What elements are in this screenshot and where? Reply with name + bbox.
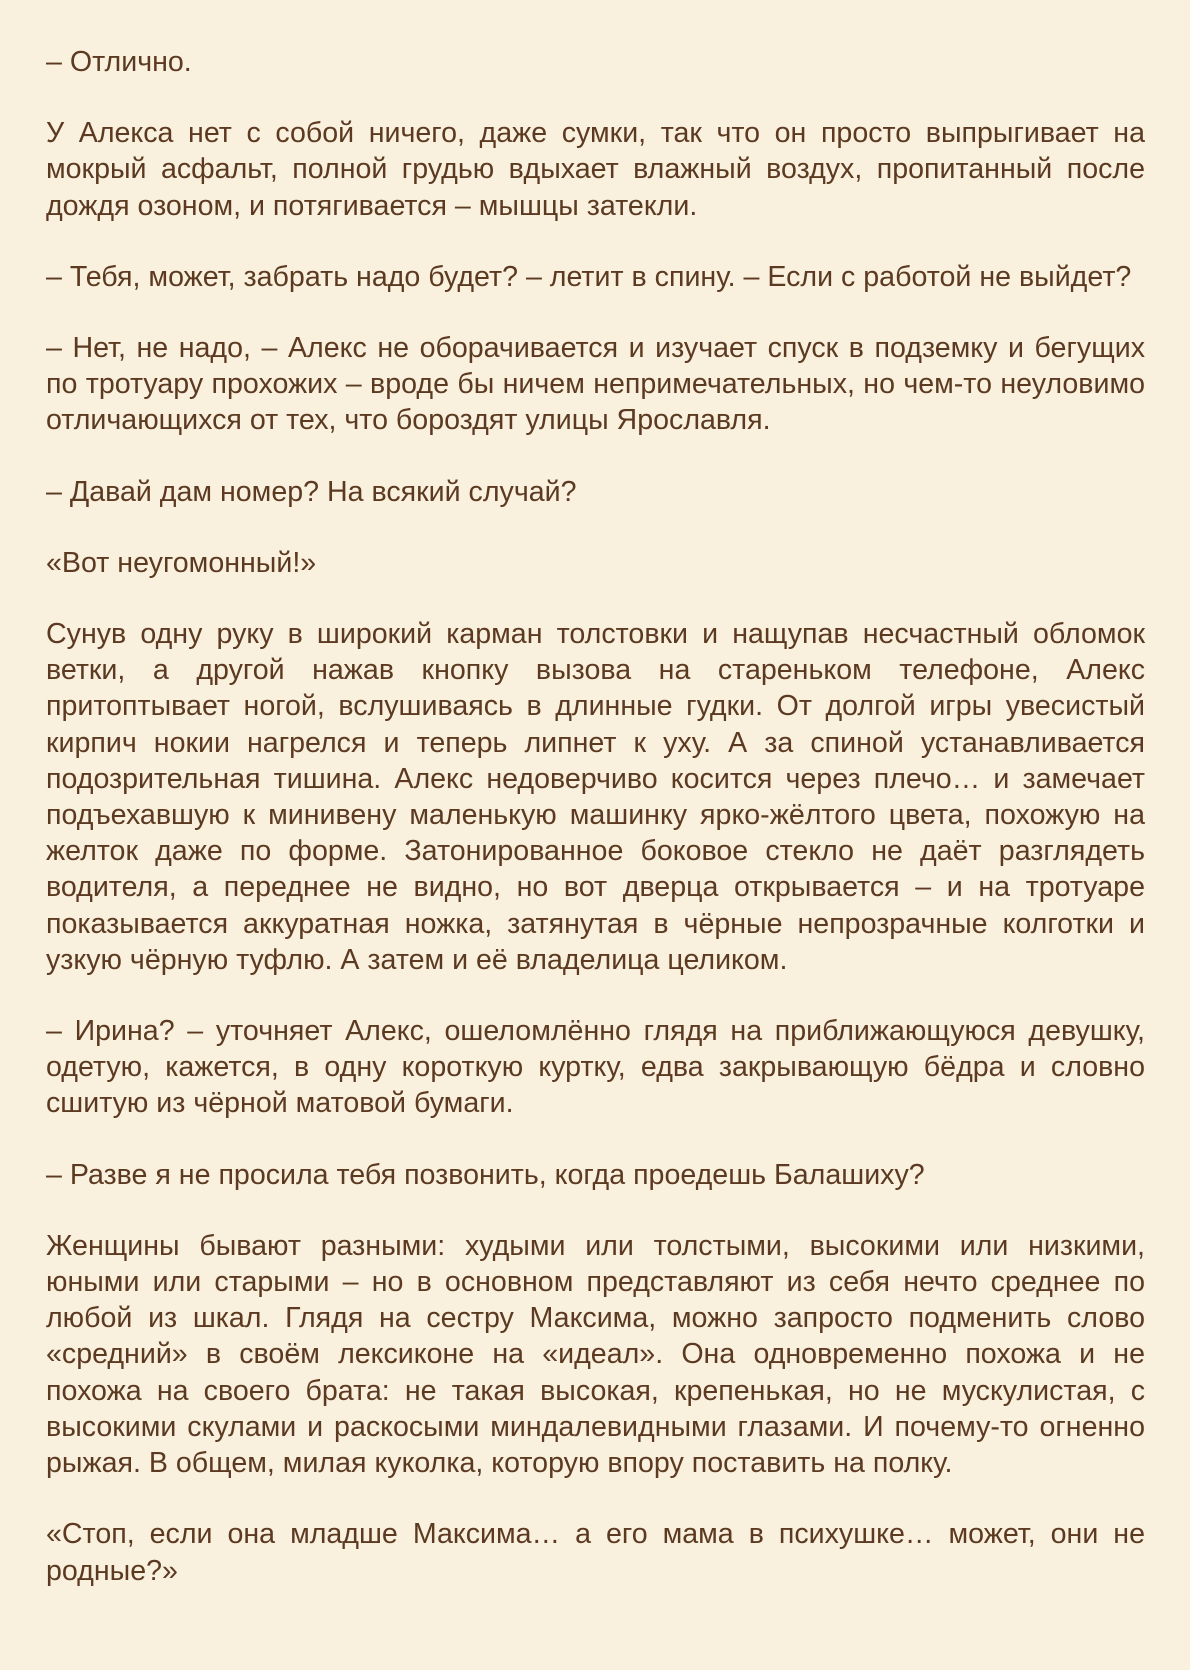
paragraph: «Вот неугомонный!» bbox=[46, 546, 317, 579]
paragraph: Женщины бывают разными: худыми или толстыми, высокими или низкими, юными или старыми – но в основном представляют из себя нечто среднее по любой из шкал. Глядя на сестру Максима, можно запросто подменить слово «средний» в своём лексиконе на «идеал». Она одновременно похожа и не похожа на своего брата: не такая высокая, крепенькая, но не мускулистая, с высокими скулами и раскосыми миндалевидными глазами. И почему-то огненно рыжая. В общем, милая куколка, которую впору поставить на полку. bbox=[46, 1229, 1145, 1480]
paragraph: – Разве я не просила тебя позвонить, когда проедешь Балашиху? bbox=[46, 1158, 925, 1191]
paragraph: – Ирина? – уточняет Алекс, ошеломлённо глядя на приближающуюся девушку, одетую, кажется, в одну короткую куртку, едва закрывающую бёдра и словно сшитую из чёрной матовой бумаги. bbox=[46, 1015, 1145, 1120]
paragraph: – Тебя, может, забрать надо будет? – летит в спину. – Если с работой не выйдет? bbox=[46, 260, 1132, 293]
paragraph: – Отлично. bbox=[46, 46, 192, 78]
paragraph: «Стоп, если она младше Максима… а его мама в психушке… может, они не родные?» bbox=[46, 1518, 1145, 1587]
paragraph: Сунув одну руку в широкий карман толстовки и нащупав несчастный обломок ветки, а другой нажав кнопку вызова на стареньком телефоне, Алекс притоптывает ногой, вслушиваясь в длинные гудки. От долгой игры увесистый кирпич нокии нагрелся и теперь липнет к уху. А за спиной устанавливается подозрительная тишина. Алекс недоверчиво косится через плечо… и замечает подъехавшую к минивену маленькую машинку ярко-жёлтого цвета, похожую на желток даже по форме. Затонированное боковое стекло не даёт разглядеть водителя, а переднее не видно, но вот дверца открывается – и на тротуаре показывается аккуратная ножка, затянутая в чёрные непрозрачные колготки и узкую чёрную туфлю. А затем и её владелица целиком. bbox=[46, 618, 1145, 976]
paragraph: У Алекса нет с собой ничего, даже сумки, так что он просто выпрыгивает на мокрый асфальт, полной грудью вдыхает влажный воздух, пропитанный после дождя озоном, и потягивается – мышцы затекли. bbox=[46, 117, 1145, 222]
paragraph: – Давай дам номер? На всякий случай? bbox=[46, 475, 577, 508]
paragraph: – Нет, не надо, – Алекс не оборачивается и изучает спуск в подземку и бегущих по тротуару прохожих – вроде бы ничем непримечательных, но чем-то неуловимо отличающихся от тех, что бороздят улицы Ярославля. bbox=[46, 332, 1145, 437]
